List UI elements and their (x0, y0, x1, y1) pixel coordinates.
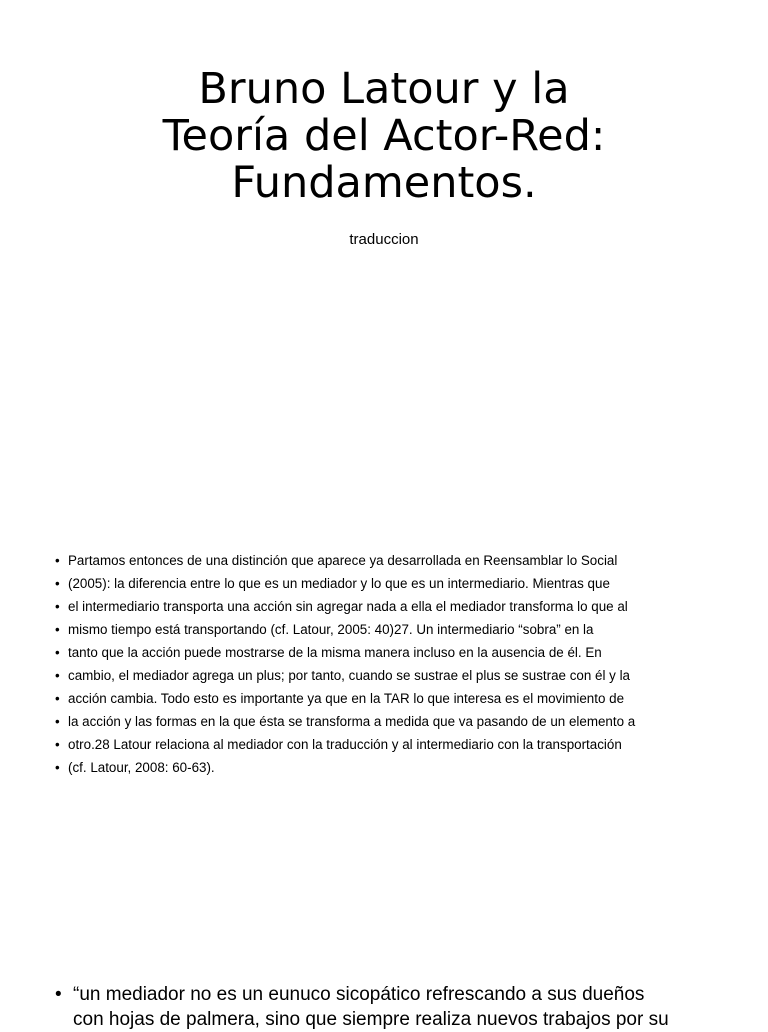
bullet-list (55, 549, 745, 779)
list-item-text: otro.28 Latour relaciona al mediador con la traducción y al intermediario con la transportación (68, 737, 622, 752)
quote-block (55, 982, 755, 1032)
quote-text: con hojas de palmera, sino que siempre realiza nuevos trabajos por su (73, 1009, 669, 1030)
list-item-text: mismo tiempo está transportando (cf. Latour, 2005: 40)27. Un intermediario “sobra” en la (68, 622, 594, 637)
quote-line (55, 982, 755, 1007)
slide-subtitle: traduccion (349, 231, 419, 248)
bullet-icon: • (55, 599, 60, 614)
quote-text: “un mediador no es un eunuco sicopático refrescando a sus dueños (73, 984, 645, 1005)
bullet-icon: • (55, 553, 60, 568)
list-item-text: Partamos entonces de una distinción que aparece ya desarrollada en Reensamblar lo Social (68, 553, 618, 568)
bullet-icon: • (55, 760, 60, 775)
slide-title (0, 66, 768, 207)
list-item (55, 549, 745, 572)
list-item-text: la acción y las formas en la que ésta se transforma a medida que va pasando de un elemento a (68, 714, 636, 729)
bullet-icon: • (55, 691, 60, 706)
bullet-icon: • (55, 645, 60, 660)
list-item-text: acción cambia. Todo esto es importante ya que en la TAR lo que interesa es el movimiento de (68, 691, 625, 706)
list-item (55, 595, 745, 618)
list-item-text: (cf. Latour, 2008: 60-63). (68, 760, 215, 775)
list-item (55, 641, 745, 664)
quote-line (55, 1007, 755, 1032)
list-item (55, 687, 745, 710)
list-item-text: (2005): la diferencia entre lo que es un mediador y lo que es un intermediario. Mientras que (68, 576, 610, 591)
list-item (55, 664, 745, 687)
title-line: Teoría del Actor-Red: (162, 111, 606, 161)
bullet-icon: • (55, 668, 60, 683)
bullet-icon: • (55, 984, 62, 1005)
title-line: Bruno Latour y la (198, 64, 570, 114)
bullet-icon: • (55, 714, 60, 729)
list-item (55, 710, 745, 733)
list-item-text: el intermediario transporta una acción sin agregar nada a ella el mediador transforma lo que al (68, 599, 628, 614)
list-item-text: cambio, el mediador agrega un plus; por tanto, cuando se sustrae el plus se sustrae con él y la (68, 668, 630, 683)
bullet-icon: • (55, 576, 60, 591)
bullet-icon: • (55, 622, 60, 637)
list-item (55, 733, 745, 756)
list-item (55, 756, 745, 779)
list-item (55, 618, 745, 641)
list-item-text: tanto que la acción puede mostrarse de la misma manera incluso en la ausencia de él. En (68, 645, 602, 660)
title-line: Fundamentos. (231, 158, 537, 208)
list-item (55, 572, 745, 595)
bullet-icon: • (55, 737, 60, 752)
